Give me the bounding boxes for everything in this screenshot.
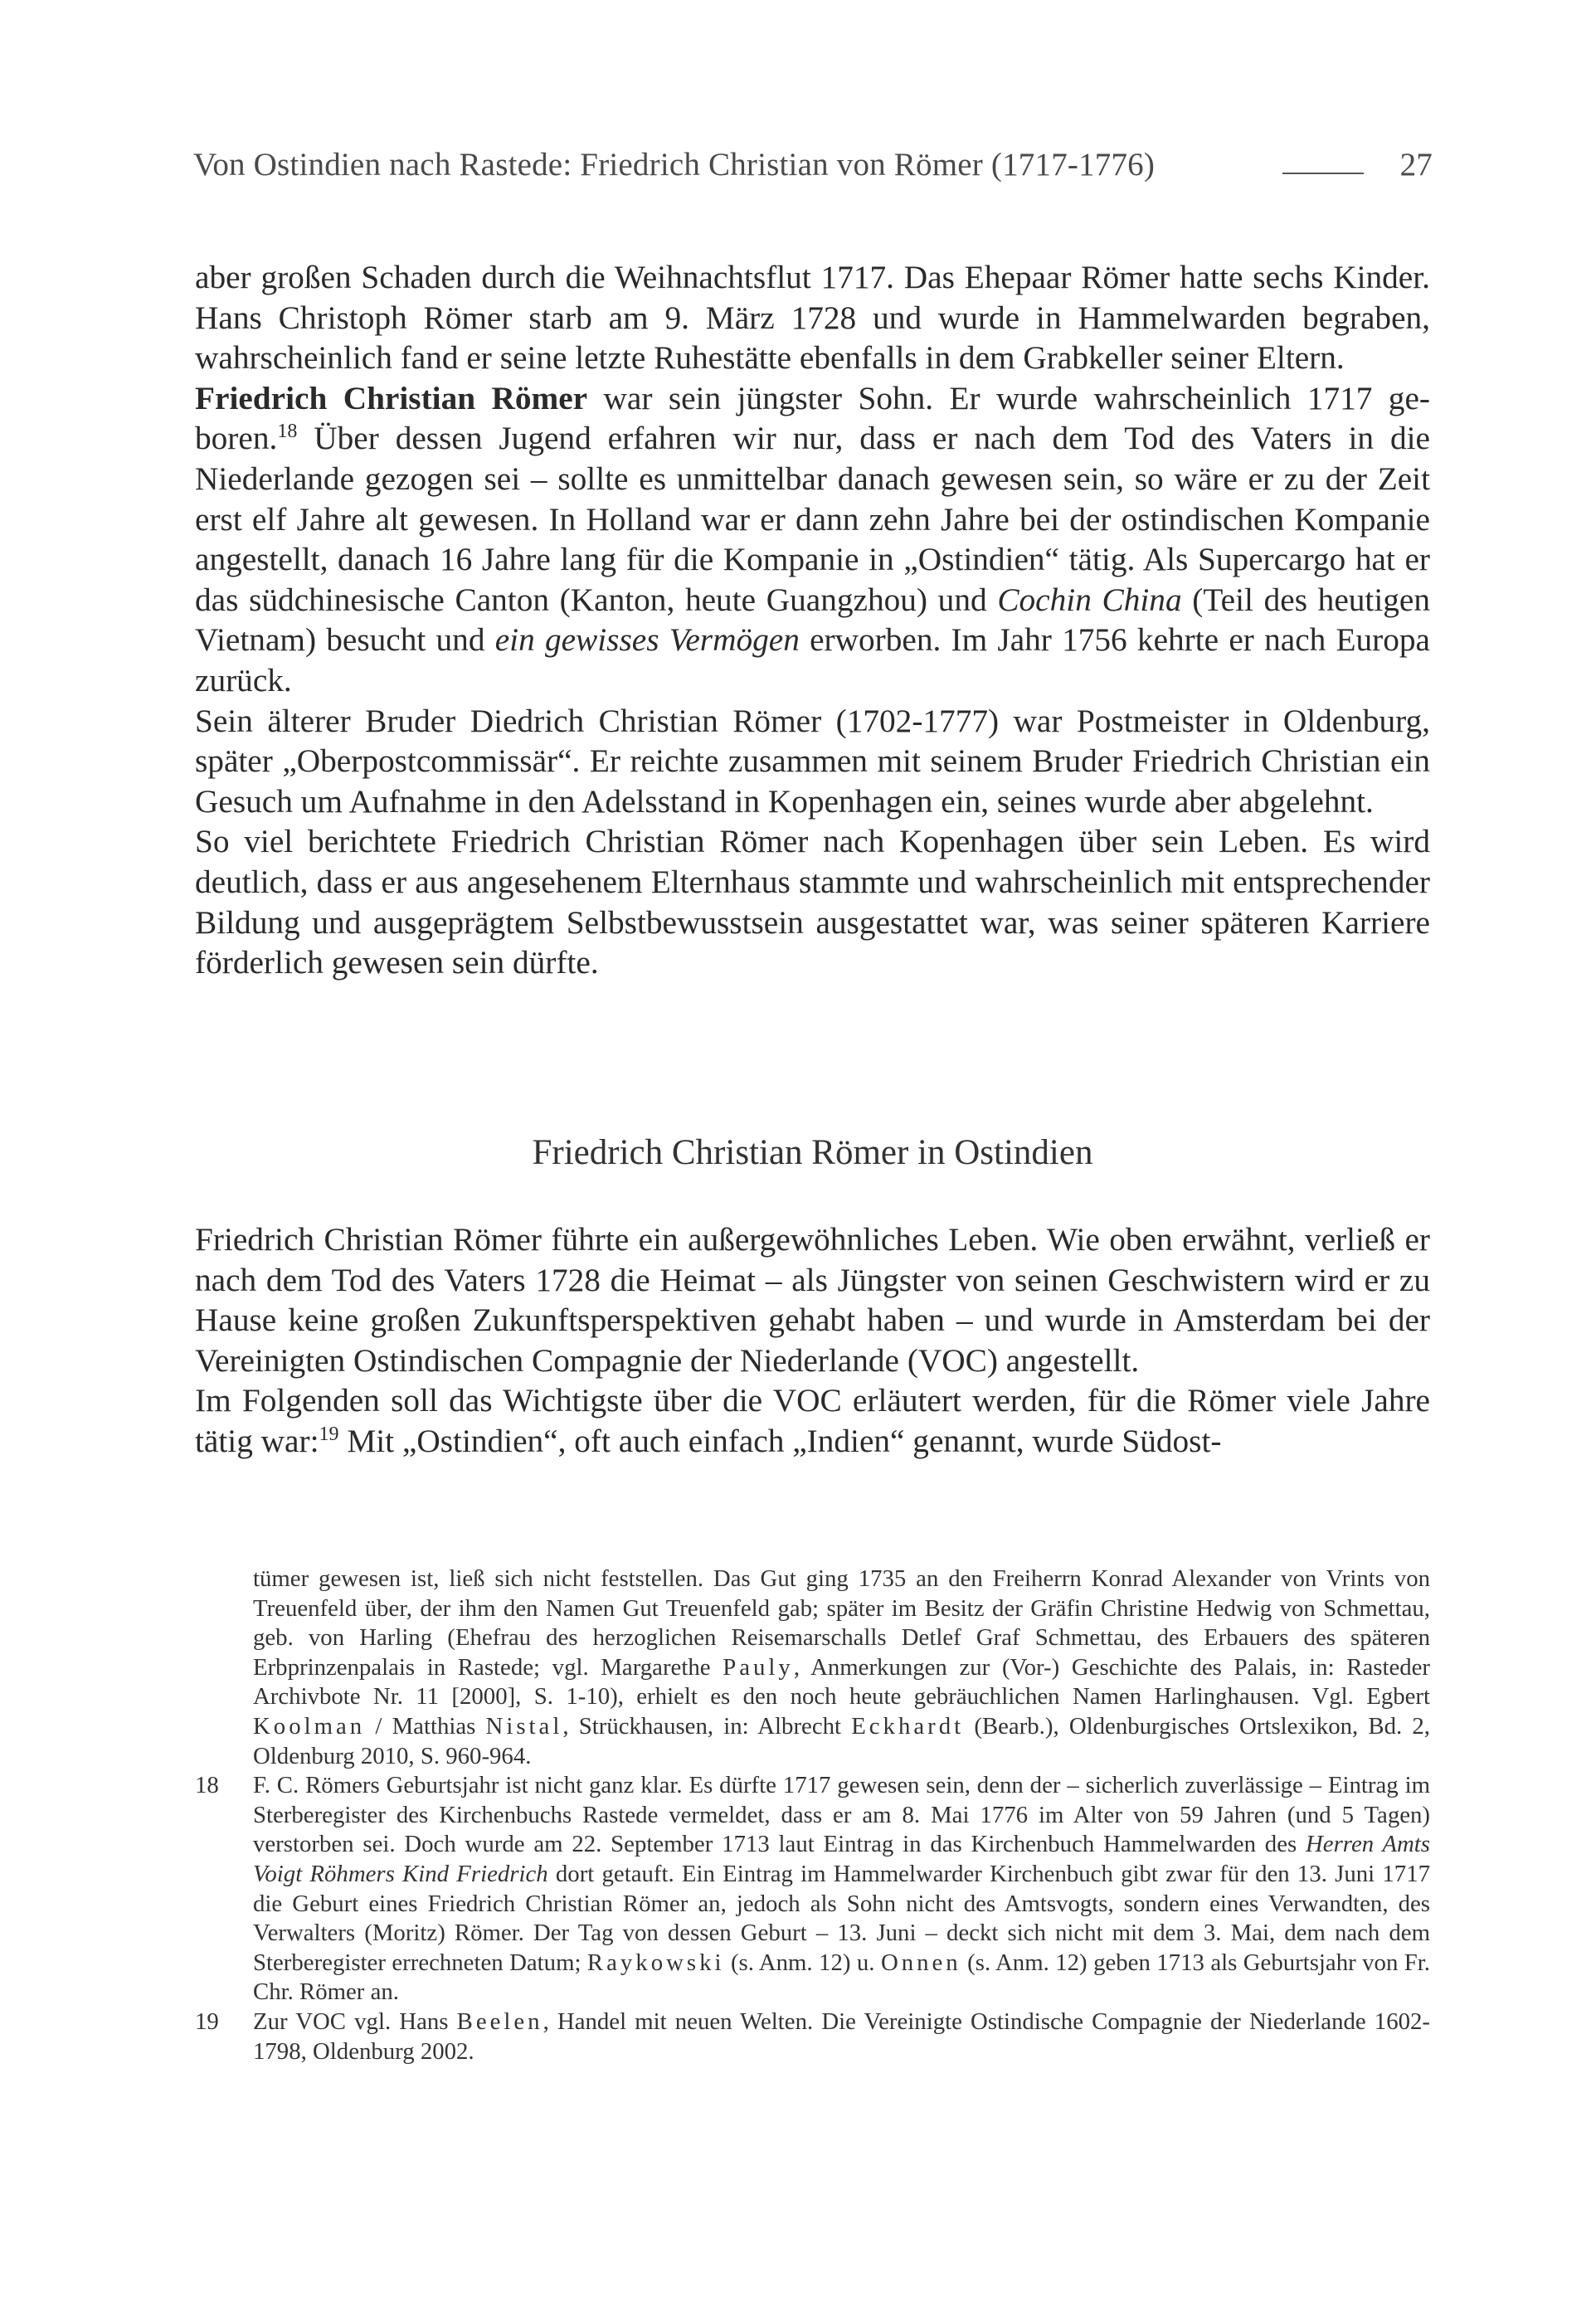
footnote-number: 19 xyxy=(195,2007,219,2035)
header-rule xyxy=(1282,173,1364,174)
bold-name: Friedrich Christian Römer xyxy=(195,379,588,416)
text-run: (Teil des heutigen Vietnam) besucht und xyxy=(195,581,1430,659)
text-run: dort getauft. Ein Eintrag im Hammelwarder Kirchenbuch gibt zwar für den 13. Juni 1717 die Geburt eines Friedrich Christian Römer an, jedoch als Sohn nicht des Amtsvogts, sondern eines Verwandten, des Verwalters (Moritz) Römer. Der Tag von dessen Geburt – 13. Juni – deckt sich nicht mit dem 3. Mai, dem nach dem Sterberegister errechneten Datum; xyxy=(253,1860,1431,1976)
text-run: tümer gewesen ist, ließ sich nicht feststellen. Das Gut ging 1735 an den Freiherrn Konrad Alexander von Vrints von Treuenfeld über, der ihm den Namen Gut Treuenfeld gab; später im Besitz der Gräfin Christine Hedwig von Schmettau, geb. von Harling (Ehefrau des herzoglichen Reisemarschalls Detlef Graf Schmettau, des Erbauers des späteren Erbprinzenpalais in Rastede; vgl. Margarethe xyxy=(253,1565,1430,1681)
text-run: Mit „Ostindien“, oft auch einfach „Indien“ genannt, wurde Südost- xyxy=(338,1422,1222,1459)
text-run: Im Folgenden soll das Wichtigste über die VOC erläutert werden, für die Römer viele Jahre tätig war: xyxy=(195,1382,1430,1459)
body-section-2 xyxy=(195,1219,1430,1462)
author-name: Koolman xyxy=(253,1712,366,1740)
paragraph: Sein älterer Bruder Diedrich Christian Römer (1702-1777) war Postmeister in Oldenburg, später „Oberpostcommissär“. Er reichte zusammen mit seinem Bruder Friedrich Christian ein Gesuch um Aufnahme in den Adelsstand in Kopenhagen ein, seines wurde aber abgelehnt. xyxy=(195,702,1430,820)
italic-quote: Herren Amts Voigt Röhmers Kind Friedrich xyxy=(253,1831,1431,1887)
text-run: Zur VOC vgl. Hans xyxy=(253,2007,457,2035)
text-run: (Bearb.), Oldenburgisches Ortslexikon, Bd. 2, Oldenburg 2010, S. 960-964. xyxy=(253,1712,1431,1769)
author-name: Nistal xyxy=(485,1712,563,1740)
footnote-19 xyxy=(195,2007,1430,2066)
text-run: / Matthias xyxy=(365,1712,486,1740)
paragraph: aber großen Schaden durch die Weihnachtsflut 1717. Das Ehepaar Römer hatte sechs Kinder. Hans Christoph Römer starb am 9. März 1728 und wurde in Hammelwarden begraben, wahrscheinlich fand er seine letzte Ruhestätte ebenfalls in dem Grabkeller seiner Eltern. xyxy=(195,259,1430,377)
running-title: Von Ostindien nach Rastede: Friedrich Christian von Römer (1717-1776) xyxy=(193,147,1156,182)
text-run: F. C. Römers Geburtsjahr ist nicht ganz klar. Es dürfte 1717 gewesen sein, denn der – sicherlich zuverlässige – Eintrag im Sterberegister des Kirchenbuchs Rastede vermeldet, dass er am 8. Mai 1776 im Alter von 59 Jahren (und 5 Tagen) verstorben sei. Doch wurde am 22. September 1713 laut Eintrag in das Kirchenbuch Hammelwarden des xyxy=(253,1772,1430,1858)
running-head xyxy=(193,146,1433,183)
footnote-18 xyxy=(195,1771,1430,2007)
text-run: war sein jüngster Sohn. Er wurde wahrscheinlich 1717 geboren. xyxy=(195,379,1430,457)
paragraph xyxy=(195,1380,1430,1461)
paragraph: So viel berichtete Friedrich Christian Römer nach Kopenhagen über sein Leben. Es wird deutlich, dass er aus angesehenem Elternhaus stammte und wahrscheinlich mit entsprechender Bildung und ausgeprägtem Selbstbewusstsein ausgestattet war, was seiner späteren Karriere förderlich gewesen sein dürfte. xyxy=(195,823,1430,981)
paragraph: Friedrich Christian Römer führte ein außergewöhnliches Leben. Wie oben erwähnt, verließ er nach dem Tod des Vaters 1728 die Heimat – als Jüngster von seinen Geschwistern wird er zu Hause keine großen Zukunftsperspektiven gehabt haben – und wurde in Amsterdam bei der Vereinigten Ostindischen Compagnie der Niederlande (VOC) angestellt. xyxy=(195,1221,1430,1379)
footnotes xyxy=(195,1565,1430,2066)
body-section-1 xyxy=(195,257,1430,983)
text-run: , Handel mit neuen Welten. Die Vereinigte Ostindische Compagnie der Niederlande 1602-1798, Oldenburg 2002. xyxy=(253,2007,1430,2065)
author-name: Eckhardt xyxy=(851,1712,965,1740)
author-name: Onnen xyxy=(880,1949,961,1976)
author-name: Beelen xyxy=(456,2007,543,2035)
footnote-continued xyxy=(195,1565,1430,1771)
italic-term: Cochin China xyxy=(997,581,1182,618)
text-run: (s. Anm. 12) geben 1713 als Geburtsjahr von Fr. Chr. Römer an. xyxy=(253,1949,1430,2006)
italic-term: ein gewisses Vermögen xyxy=(494,621,800,659)
text-run: , Strückhausen, in: Albrecht xyxy=(562,1712,852,1740)
author-name: Pauly xyxy=(723,1653,794,1681)
section-heading: Friedrich Christian Römer in Ostindien xyxy=(532,1133,1093,1172)
text-run: erworben. Im Jahr 1756 kehrte er nach Europa zurück. xyxy=(195,621,1430,698)
footnote-ref-18[interactable]: 18 xyxy=(277,421,298,443)
page-number: 27 xyxy=(1399,147,1433,182)
author-name: Raykowski xyxy=(586,1949,725,1976)
text-run: , Anmerkungen zur (Vor-) Geschichte des Palais, in: Rasteder Archivbote Nr. 11 [2000], S. 1-10), erhielt es den noch heute gebräuchlichen Namen Harlinghausen. Vgl. Egbert xyxy=(253,1653,1431,1711)
text-run: (s. Anm. 12) u. xyxy=(724,1949,881,1976)
text-run: Über dessen Jugend erfahren wir nur, dass er nach dem Tod des Vaters in die Niederlande gezogen sei – sollte es unmittelbar danach gewesen sein, so wäre er zu der Zeit erst elf Jahre alt gewesen. In Holland war er dann zehn Jahre bei der ostindischen Kompanie angestellt, danach 16 Jahre lang für die Kompanie in „Ostindien“ tätig. Als Supercargo hat er das südchinesische Canton (Kanton, heute Guangzhou) und xyxy=(195,420,1430,618)
paragraph xyxy=(195,378,1430,701)
footnote-ref-19[interactable]: 19 xyxy=(319,1423,339,1445)
footnote-number: 18 xyxy=(195,1772,219,1799)
